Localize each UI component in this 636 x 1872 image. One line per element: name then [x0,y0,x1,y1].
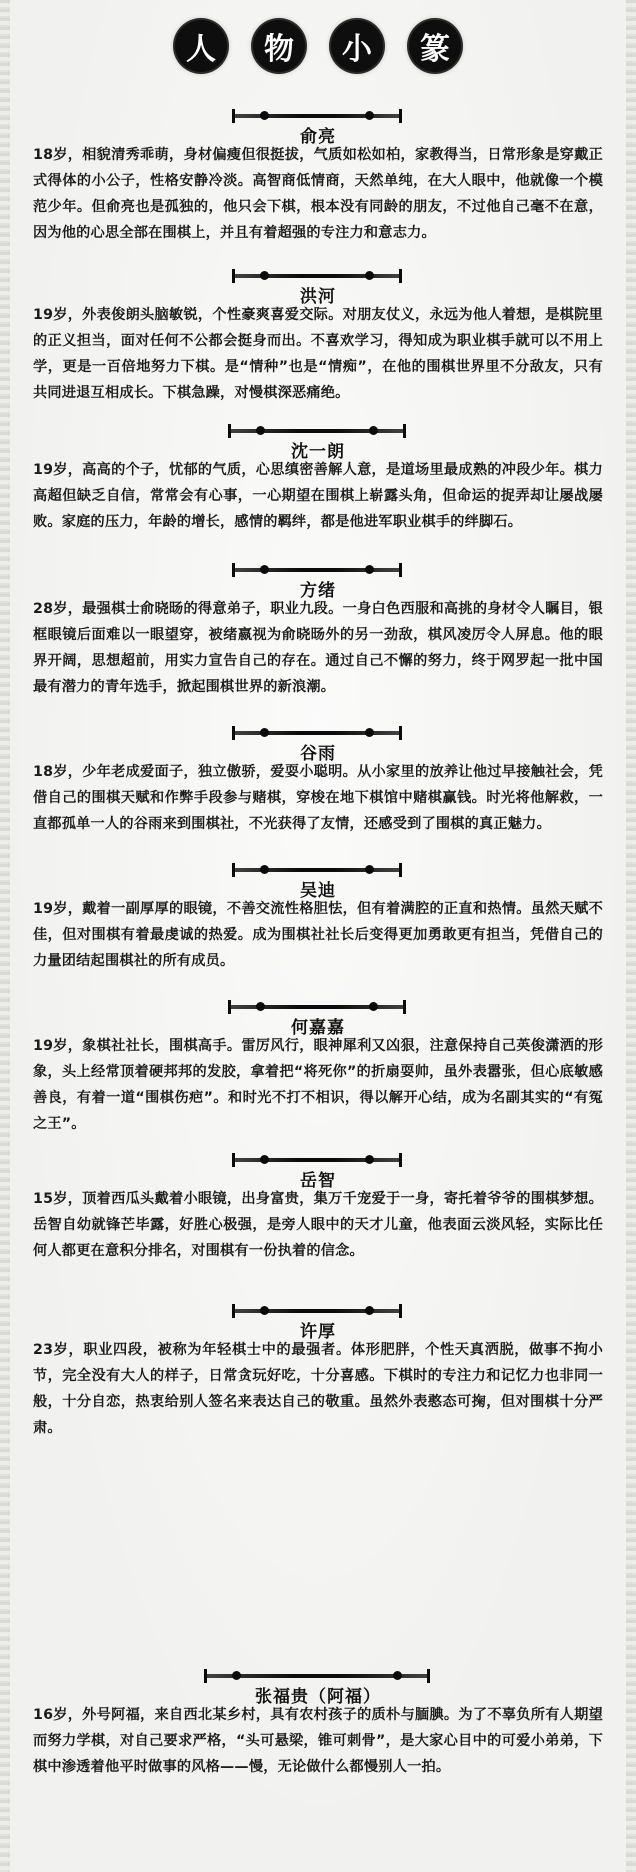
character-description: 19岁，戴着一副厚厚的眼镜，不善交流性格胆怯，但有着满腔的正直和热情。虽然天赋不佳，但对围棋有着最虔诚的热爱。成为围棋社社长后变得更加勇敢更有担当，凭借自己的力量团结起围棋社的所有成员。 [33,901,603,969]
brush-divider [232,568,402,572]
brush-divider [232,1309,402,1313]
character-description: 16岁，外号阿福，来自西北某乡村，具有农村孩子的质朴与腼腆。为了不辜负所有人期望而努力学棋，对自己要求严格，“头可悬梁，锥可刺骨”，是大家心目中的可爱小弟弟，下棋中渗透着他平时做事的风格——慢，无论做什么都慢别人一拍。 [33,1707,603,1775]
brush-divider [232,1158,402,1162]
character-section [0,268,636,401]
brush-divider [232,274,402,278]
character-section [0,862,636,969]
brush-divider [232,114,402,118]
character-name: 张福贵（阿福） [255,1687,381,1707]
character-name: 方绪 [300,581,336,601]
character-name: 许厚 [300,1322,336,1342]
character-name: 谷雨 [300,744,336,764]
page-title [0,20,636,72]
character-name: 沈一朗 [291,442,345,462]
character-description: 15岁，顶着西瓜头戴着小眼镜，出身富贵，集万千宠爱于一身，寄托着爷爷的围棋梦想。岳智自幼就锋芒毕露，好胜心极强，是旁人眼中的天才儿童，他表面云淡风轻，实际比任何人都更在意积分排名，对围棋有一份执着的信念。 [33,1191,603,1259]
character-name: 岳智 [300,1171,336,1191]
character-description: 19岁，象棋社社长，围棋高手。雷厉风行，眼神犀利又凶狠，注意保持自己英俊潇洒的形象，头上经常顶着硬邦邦的发胶，拿着把“将死你”的折扇耍帅，虽外表嚣张，但心底敏感善良，有着一道“围棋伤疤”。和时光不打不相识，得以解开心结，成为名副其实的“有冤之王”。 [33,1038,603,1132]
character-section [0,1152,636,1259]
character-description: 18岁，少年老成爱面子，独立傲骄，爱耍小聪明。从小家里的放养让他过早接触社会，凭借自己的围棋天赋和作弊手段参与赌棋，穿梭在地下棋馆中赌棋赢钱。时光将他解救，一直都孤单一人的谷雨来到围棋社，不光获得了友情，还感受到了围棋的真正魅力。 [33,764,603,832]
character-name: 何嘉嘉 [291,1018,345,1038]
title-char: 小 [331,20,383,72]
brush-divider [204,1674,430,1678]
character-description: 18岁，相貌清秀乖萌，身材偏瘦但很挺拔，气质如松如柏，家教得当，日常形象是穿戴正式得体的小公子，性格安静冷淡。高智商低情商，天然单纯，在大人眼中，他就像一个模范少年。但俞亮也是孤独的，他只会下棋，根本没有同龄的朋友，不过他自己毫不在意，因为他的心思全部在围棋上，并且有着超强的专注力和意志力。 [33,147,603,241]
character-description: 23岁，职业四段，被称为年轻棋士中的最强者。体形肥胖，个性天真洒脱，做事不拘小节，完全没有大人的样子，日常贪玩好吃，十分喜感。下棋时的专注力和记忆力也非同一般，十分自恋，热衷给别人签名来表达自己的敬重。虽然外表憨态可掬，但对围棋十分严肃。 [33,1342,603,1436]
character-section [0,999,636,1132]
brush-divider [228,429,406,433]
title-char: 篆 [409,20,461,72]
character-name: 吴迪 [300,881,336,901]
brush-divider [232,731,402,735]
character-description: 28岁，最强棋士俞晓旸的得意弟子，职业九段。一身白色西服和高挑的身材令人瞩目，银框眼镜后面难以一眼望穿，被绪嬴视为俞晓旸外的另一劲敌，棋风凌厉令人屏息。他的眼界开阔，思想超前，用实力宣告自己的存在。通过自己不懈的努力，终于网罗起一批中国最有潜力的青年选手，掀起围棋世界的新浪潮。 [33,601,603,695]
character-section [0,562,636,695]
character-section [0,423,636,530]
character-section [0,1668,636,1775]
character-description: 19岁，高高的个子，忧郁的气质，心思缜密善解人意，是道场里最成熟的冲段少年。棋力高超但缺乏自信，常常会有心事，一心期望在围棋上崭露头角，但命运的捉弄却让屡战屡败。家庭的压力，年龄的增长，感情的羁绊，都是他进军职业棋手的绊脚石。 [33,462,603,530]
brush-divider [232,868,402,872]
character-description: 19岁，外表俊朗头脑敏锐，个性豪爽喜爱交际。对朋友仗义，永远为他人着想，是棋院里的正义担当，面对任何不公都会挺身而出。不喜欢学习，得知成为职业棋手就可以不用上学，更是一百倍地努力下棋。是“情种”也是“情痴”，在他的围棋世界里不分敌友，只有共同进退互相成长。下棋急躁，对慢棋深恶痛绝。 [33,307,603,401]
brush-divider [228,1005,406,1009]
character-name: 洪河 [300,287,336,307]
character-section [0,725,636,832]
character-section [0,108,636,241]
title-char: 人 [175,20,227,72]
title-char: 物 [253,20,305,72]
character-name: 俞亮 [300,127,336,147]
character-section [0,1303,636,1436]
